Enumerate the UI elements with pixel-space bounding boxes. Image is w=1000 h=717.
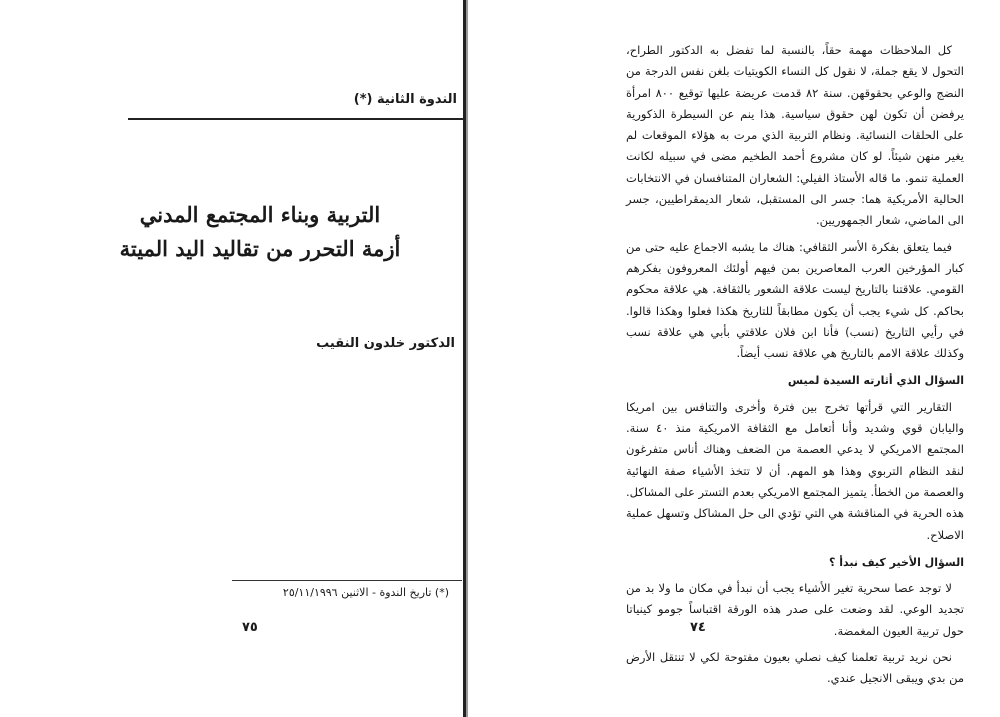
header-rule (128, 118, 463, 120)
footnote: (*) تاريخ الندوة - الاثنين ٢٥/١١/١٩٩٦ (282, 586, 449, 599)
body-text (626, 40, 964, 695)
left-page (0, 0, 463, 717)
page-number-right: ٧٤ (690, 620, 706, 635)
question-heading: السؤال الذي أثارته السيدة لميس (787, 374, 964, 388)
paragraph: التقارير التي قرأتها تخرج بين فترة وأخرى والتنافس بين امريكا واليابان قوي وشديد وأنا أتعامل مع الثقافة الامريكية منذ ٤٠ سنة. المجتمع الامريكي لا يدعي العصمة من الضعف وهناك أناس متفرغون لنقد النظام التربوي وهذا هو المهم. أن لا تتخذ الأشياء صفة النهائية والعصمة من الخطأ. يتميز المجتمع الامريكي بعدم التستر على المشاكل. هذه الحرية في المناقشة هي التي تؤدي الى حل المشاكل وتسهل عملية الاصلاح. (625, 399, 964, 542)
paragraph: نحن نريد تربية تعلمنا كيف نصلي بعيون مفتوحة لكي لا تنتقل الأرض من بدي ويبقى الانجيل عندي. (626, 650, 964, 686)
paragraph: فيما يتعلق بفكرة الأسر الثقافي: هناك ما يشبه الاجماع عليه حتى من كبار المؤرخين العرب المعاصرين بمن فيهم أولئك المعروفون بفكرهم القومي. علاقتنا بالتاريخ ليست علاقة الشعور بالثقافة. هي علاقة محكوم بحاكم. كل شيء يجب أن يكون مطابقاً للتاريخ هكذا فعلوا وهكذا قالوا. في رأيي التاريخ (نسب) فأنا ابن فلان علاقتي بأبي هي علاقة نسب وكذلك علاقة الامم بالتاريخ هي علاقة نسب أيضاً. (626, 239, 964, 361)
page-number-left: ٧٥ (242, 620, 258, 635)
title-line-2: أزمة التحرر من تقاليد اليد الميتة (119, 236, 401, 261)
paragraph: كل الملاحظات مهمة حقاً، بالنسبة لما تفضل به الدكتور الطراح، التحول لا يقع جملة، لا نقول كل النساء الكويتيات بلغن نفس الدرجة من النضج والوعي بحقوقهن. سنة ٨٢ قدمت عريضة عليها توقيع ٨٠٠ امرأة يرفضن أن تكون لهن حقوق سياسية. هذا ينم عن السيطرة الذكورية على الحلقات النسائية. ونظام التربية الذي مرت به هؤلاء الموقعات لم يغير منهن شيئاً. لو كان مشروع أحمد الطخيم مضى في سبيله لكانت العملية تنمو. ما قاله الأستاذ الفيلي: الشعاران المتنافسان في الانتخابات الحالية الأمريكية هما: جسر الى المستقبل، شعار الديمقراطيين، جسر الى الماضي، شعار الجمهوريين. (626, 43, 964, 228)
question-heading: السؤال الأخير كيف نبدأ ؟ (829, 555, 964, 569)
seminar-header-label: الندوة الثانية (*) (353, 92, 457, 107)
chapter-title (110, 198, 410, 266)
footnote-rule (232, 580, 462, 581)
paragraph: لا توجد عصا سحرية تغير الأشياء يجب أن نبدأ في مكان ما ولا بد من تجديد الوعي. لقد وضعت على صدر هذه الورقة اقتباساً جومو كينياتا حول تربية العيون المغمضة. (626, 581, 964, 638)
right-page (468, 0, 1000, 717)
author-name: الدكتور خلدون النقيب (316, 336, 455, 351)
title-line-1: التربية وبناء المجتمع المدني (139, 202, 381, 227)
